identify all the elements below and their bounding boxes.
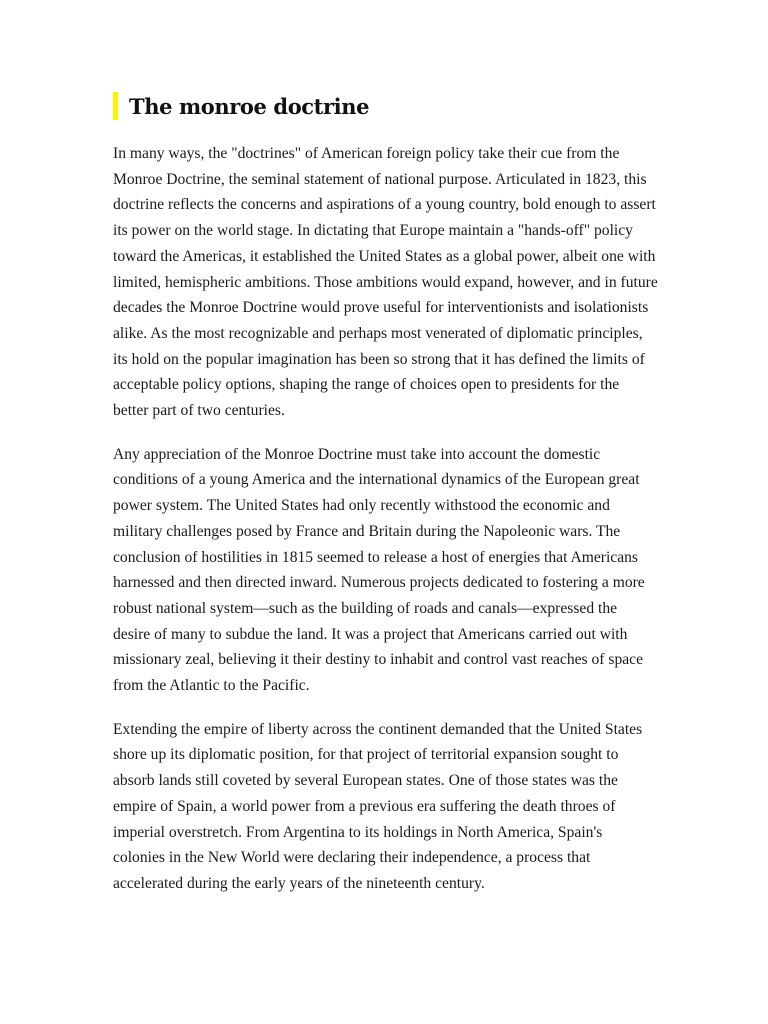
page-title: The monroe doctrine — [129, 93, 370, 119]
heading-accent-bar — [113, 92, 118, 120]
section-heading — [113, 91, 369, 121]
paragraph-3: Extending the empire of liberty across the continent demanded that the United States shore up its diplomatic position, for that project of territorial expansion sought to absorb lands still coveted by several European states. One of those states was the empire of Spain, a world power from a previous era suffering the death throes of imperial overstretch. From Argentina to its holdings in North America, Spain's colonies in the New World were declaring their independence, a process that accelerated during the early years of the nineteenth century. — [113, 720, 643, 892]
paragraph-2: Any appreciation of the Monroe Doctrine must take into account the domestic conditions of a young America and the international dynamics of the European great power system. The United States had only recently withstood the economic and military challenges posed by France and Britain during the Napoleonic wars. The conclusion of hostilities in 1815 seemed to release a host of energies that Americans harnessed and then directed inward. Numerous projects dedicated to fostering a more robust national system—such as the building of roads and canals—expressed the desire of many to subdue the land. It was a project that Americans carried out with missionary zeal, believing it their destiny to inhabit and control vast reaches of space from the Atlantic to the Pacific. — [113, 445, 645, 695]
paragraph-1: In many ways, the "doctrines" of American foreign policy take their cue from the Monroe Doctrine, the seminal statement of national purpose. Articulated in 1823, this doctrine reflects the concerns and aspirations of a young country, bold enough to assert its power on the world stage. In dictating that Europe maintain a "hands-off" policy toward the Americas, it established the United States as a global power, albeit one with limited, hemispheric ambitions. Those ambitions would expand, however, and in future decades the Monroe Doctrine would prove useful for interventionists and isolationists alike. As the most recognizable and perhaps most venerated of diplomatic principles, its hold on the popular imagination has been so strong that it has defined the limits of acceptable policy options, shaping the range of choices open to presidents for the better part of two centuries. — [113, 145, 658, 420]
article-body — [113, 141, 658, 915]
